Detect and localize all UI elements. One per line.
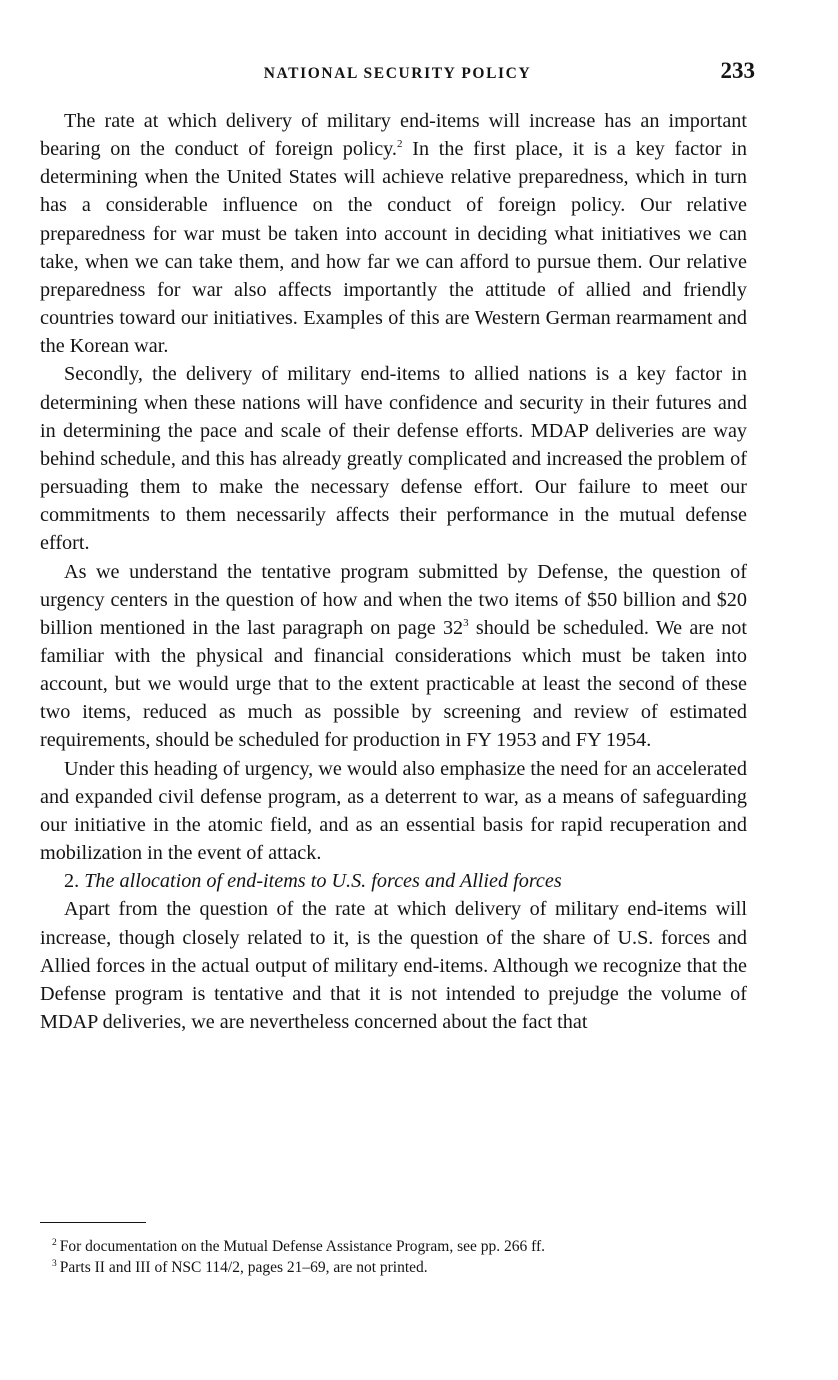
page-number: 233 [720, 58, 755, 83]
running-header [40, 58, 755, 92]
paragraph-2: Secondly, the delivery of military end-items to allied nations is a key factor in determining when these nations will have confidence and security in their futures and in determining the pace and scale of their defense efforts. MDAP deliveries are way behind schedule, and this has already greatly complicated and increased the problem of persuading them to make the necessary defense effort. Our failure to meet our commitments to them necessarily affects their performance in the mutual defense effort. [40, 363, 747, 555]
paragraph-1 [40, 107, 747, 360]
footnote-rule [40, 1222, 146, 1223]
paragraph-4: Under this heading of urgency, we would also emphasize the need for an accelerated and expanded civil defense program, as a deterrent to war, as a means of safeguarding our initiative in the atomic field, and as an essential basis for rapid recuperation and mobilization in the event of attack. [40, 757, 747, 865]
footnote-text-3: Parts II and III of NSC 114/2, pages 21–69, are not printed. [59, 1259, 428, 1276]
running-title: NATIONAL SECURITY POLICY [263, 65, 532, 82]
paragraph-3-text-a: As we understand the tentative program submitted by Defense, the question of urgency centers in the question of how and when the two items of $50 billion and $20 billion mentioned in the last paragraph on page 32 [40, 560, 747, 639]
footnote-3 [52, 1257, 772, 1278]
paragraph-1-text-a: The rate at which delivery of military end-items will increase has an important bearing on the conduct of foreign policy. [40, 110, 747, 161]
body-text [40, 107, 747, 1036]
footnote-2 [52, 1236, 772, 1257]
section-number: 2. [64, 870, 80, 893]
paragraph-5: Apart from the question of the rate at which delivery of military end-items will increase, though closely related to it, is the question of the share of U.S. forces and Allied forces in the actual output of military end-items. Although we recognize that the Defense program is tentative and that it is not intended to prejudge the volume of MDAP deliveries, we are nevertheless concerned about the fact that [40, 898, 747, 1033]
paragraph-3 [40, 558, 747, 755]
footnotes [52, 1236, 772, 1278]
footnote-ref-3: 3 [463, 616, 469, 629]
paragraph-3-text-b: should be scheduled. We are not familiar with the physical and financial considerations which must be taken into account, but we would urge that to the extent practicable at least the second of these two items, reduced as much as possible by screening and review of estimated requirements, should be scheduled for production in FY 1953 and FY 1954. [40, 616, 747, 752]
section-heading [40, 867, 747, 895]
footnote-ref-2: 2 [396, 138, 403, 151]
footnote-text-2: For documentation on the Mutual Defense Assistance Program, see pp. 266 ff. [59, 1238, 546, 1255]
footnote-marker-3: 3 [52, 1259, 57, 1269]
footnote-marker-2: 2 [52, 1238, 57, 1248]
section-title: The allocation of end-items to U.S. forces and Allied forces [84, 870, 562, 893]
paragraph-1-text-b: In the first place, it is a key factor in determining when the United States will achieve relative preparedness, which in turn has a considerable influence on the conduct of foreign policy. Our relative preparedness for war must be taken into account in deciding what initiatives we can take, when we can take them, and how far we can afford to pursue them. Our relative preparedness for war also affects importantly the attitude of allied and friendly countries toward our initiatives. Examples of this are Western German rearmament and the Korean war. [40, 138, 747, 358]
